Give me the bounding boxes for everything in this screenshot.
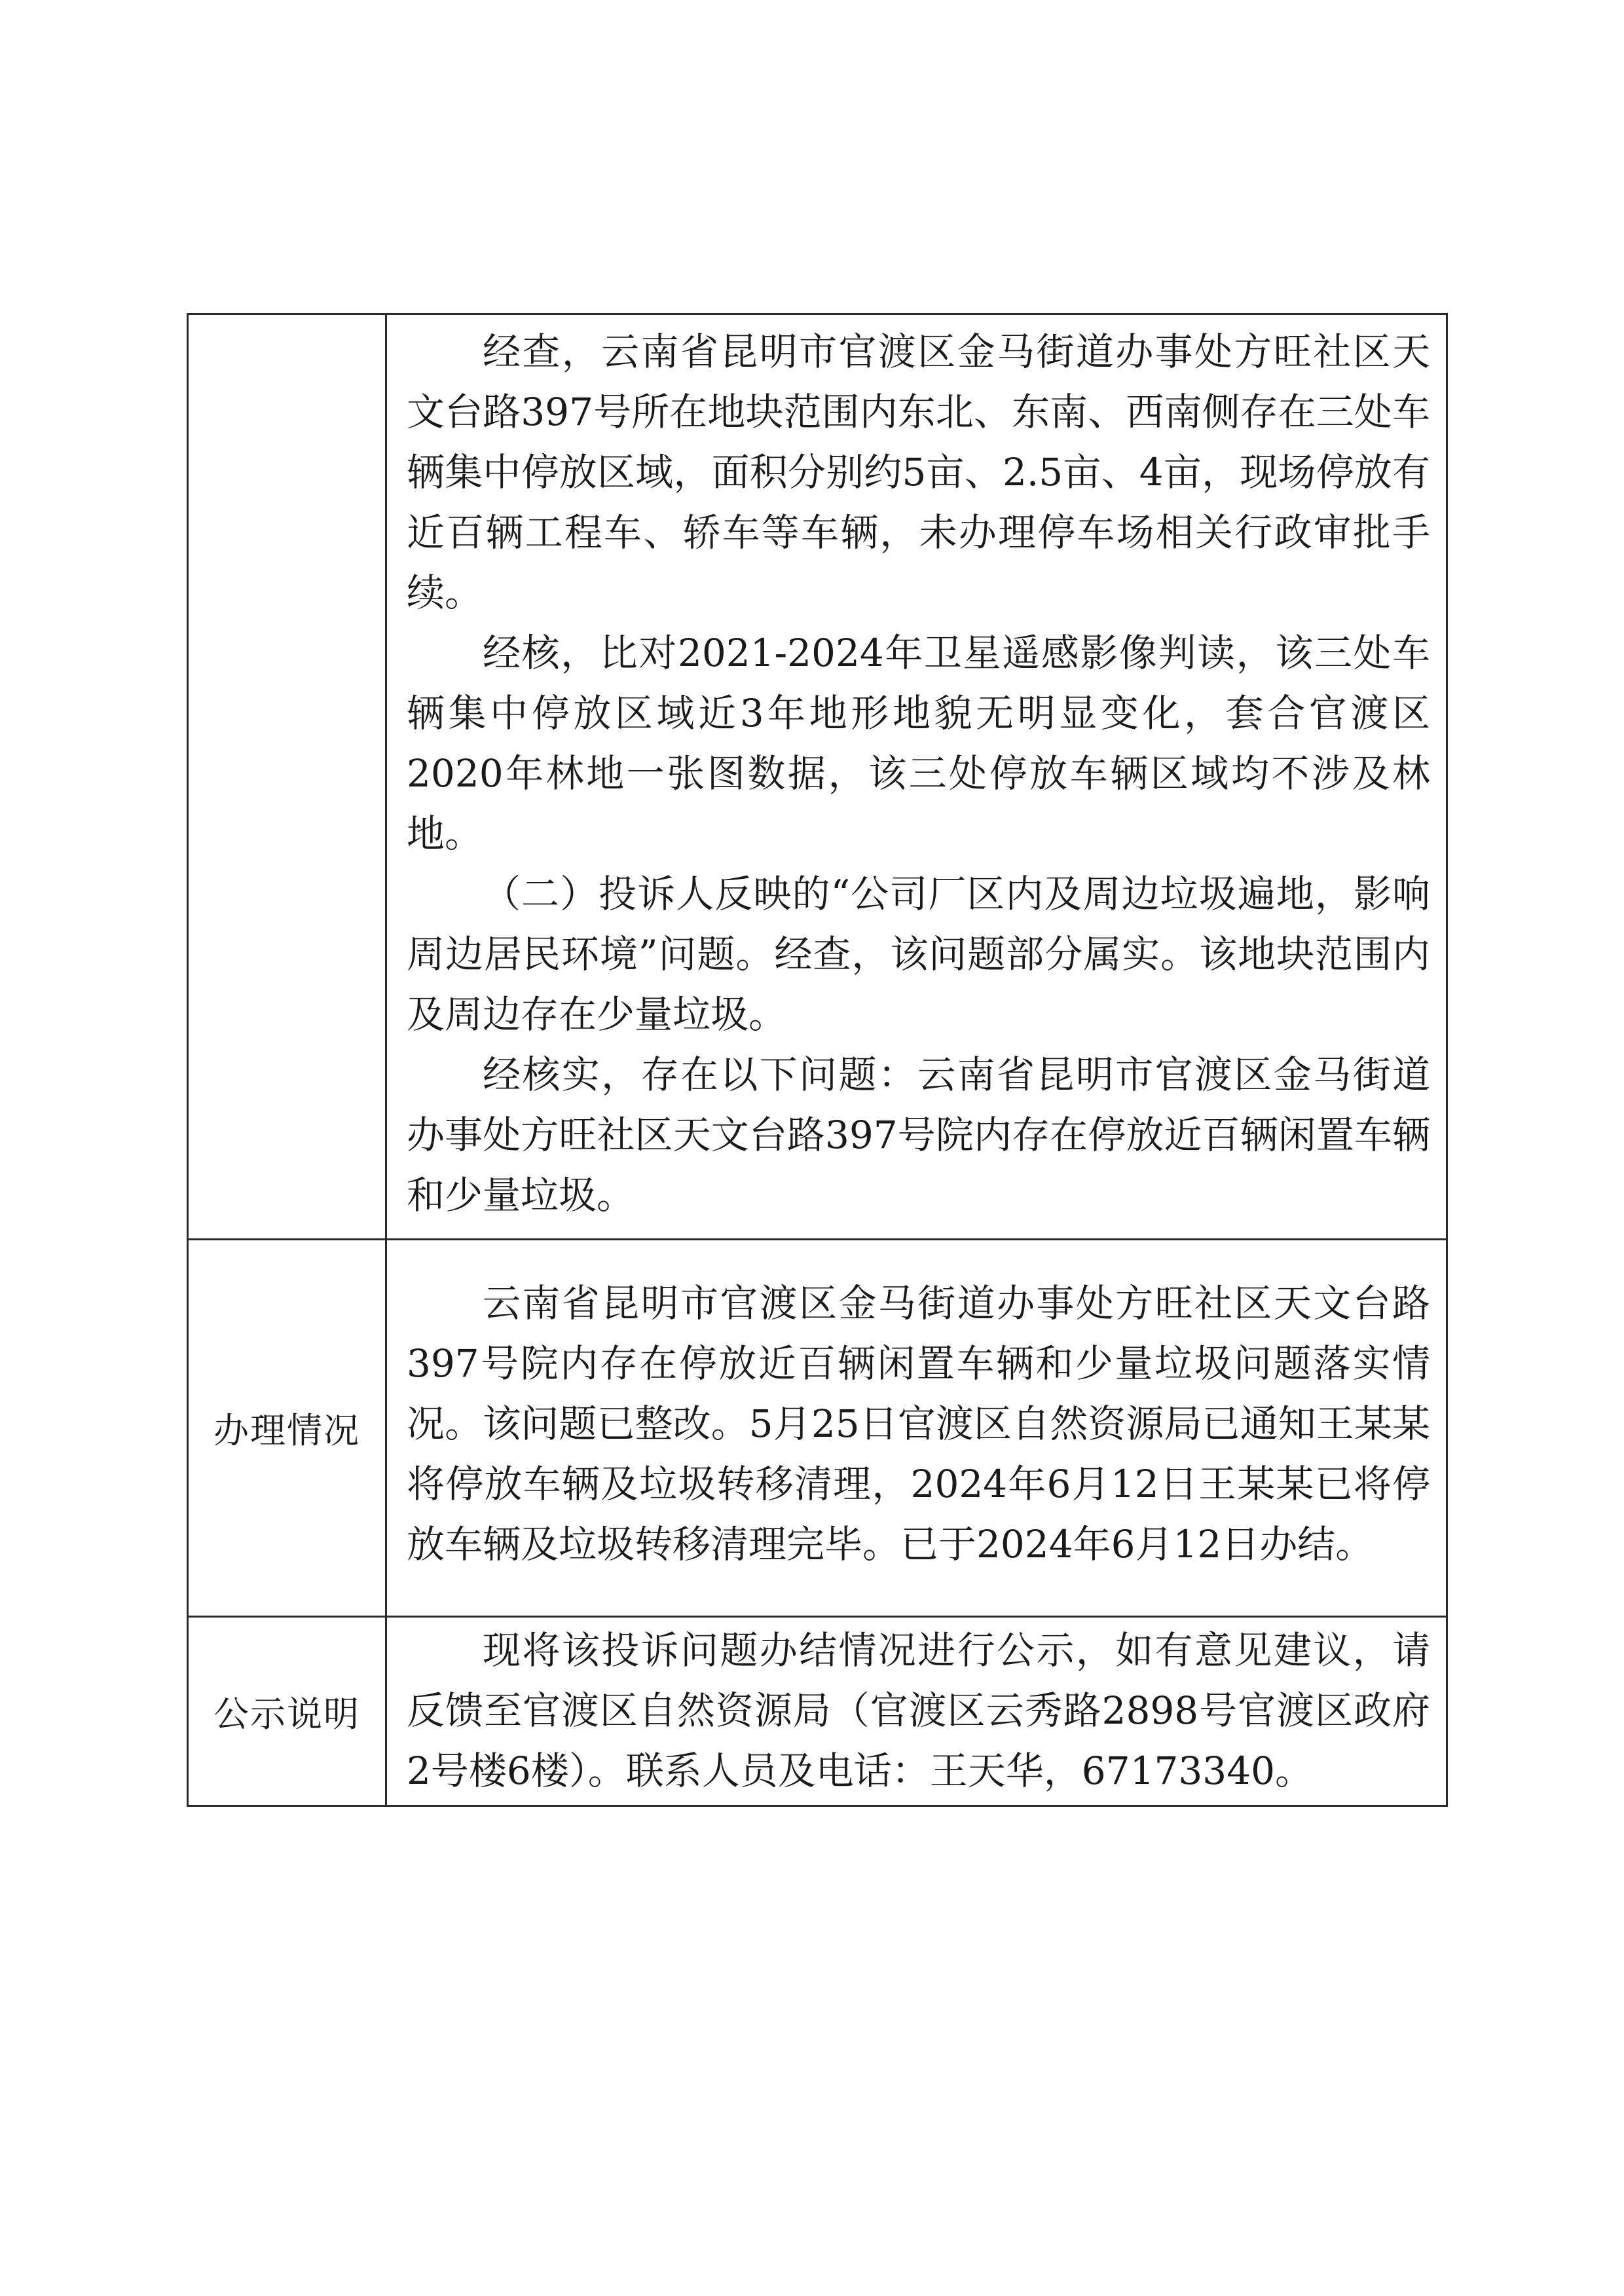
notice-content-cell: [386, 1617, 1447, 1806]
paragraph-notice: 现将该投诉问题办结情况进行公示，如有意见建议，请反馈至官渡区自然资源局（官渡区云秀路2898号官渡区政府2号楼6楼）。联系人员及电话：王天华，67173340。: [407, 1628, 1430, 1793]
table-row: [188, 1240, 1447, 1617]
paragraph-handling: 云南省昆明市官渡区金马街道办事处方旺社区天文台路397号院内存在停放近百辆闲置车辆和少量垃圾问题落实情况。该问题已整改。5月25日官渡区自然资源局已通知王某某将停放车辆及垃圾转移清理，2024年6月12日王某某已将停放车辆及垃圾转移清理完毕。已于2024年6月12日办结。: [407, 1280, 1430, 1566]
row-label-handling: 办理情况: [188, 1240, 386, 1617]
table-row: [188, 1617, 1447, 1806]
row-label-empty: [188, 314, 386, 1240]
paragraph-findings: 经核实，存在以下问题：云南省昆明市官渡区金马街道办事处方旺社区天文台路397号院内存在停放近百辆闲置车辆和少量垃圾。: [407, 1052, 1430, 1217]
table-row: [188, 314, 1447, 1240]
investigation-content-cell: [386, 314, 1447, 1240]
row-label-notice: 公示说明: [188, 1617, 386, 1806]
paragraph-complaint-two: （二）投诉人反映的“公司厂区内及周边垃圾遍地，影响周边居民环境”问题。经查，该问题部分属实。该地块范围内及周边存在少量垃圾。: [407, 872, 1430, 1037]
paragraph-investigation: 经查，云南省昆明市官渡区金马街道办事处方旺社区天文台路397号所在地块范围内东北、东南、西南侧存在三处车辆集中停放区域，面积分别约5亩、2.5亩、4亩，现场停放有近百辆工程车、轿车等车辆，未办理停车场相关行政审批手续。: [407, 329, 1430, 615]
disclosure-table: [187, 313, 1448, 1807]
handling-content-cell: [386, 1240, 1447, 1617]
paragraph-verification: 经核，比对2021-2024年卫星遥感影像判读，该三处车辆集中停放区域近3年地形地貌无明显变化，套合官渡区2020年林地一张图数据，该三处停放车辆区域均不涉及林地。: [407, 631, 1430, 856]
